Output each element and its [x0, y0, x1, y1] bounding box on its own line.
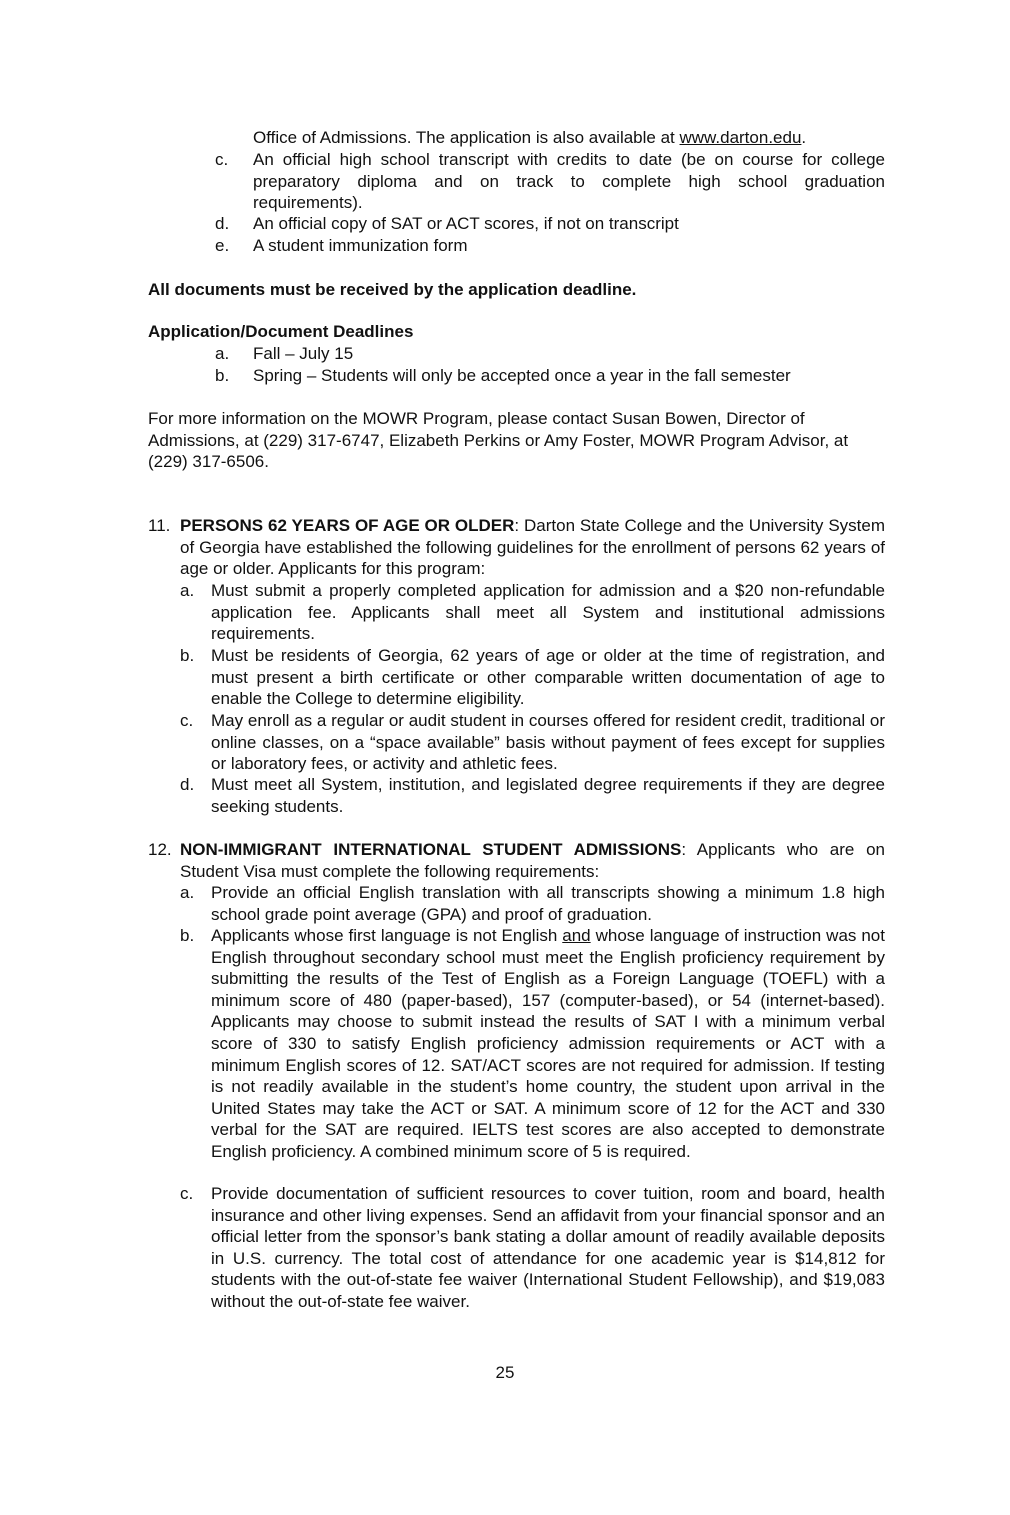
deadline-item-spring: b. Spring – Students will only be accepted once a year in the fall semester [215, 366, 791, 385]
deadlines-heading: Application/Document Deadlines [148, 322, 414, 341]
underlined-and: and [562, 926, 591, 945]
requirement-item-c: c. An official high school transcript with credits to date (be on course for college preparatory diploma and on track to complete high school graduation requirements). [215, 150, 885, 213]
section-12-intro: NON-IMMIGRANT INTERNATIONAL STUDENT ADMISSIONS: Applicants who are on Student Visa must complete the following requirements: [180, 840, 885, 881]
section-12 [148, 839, 885, 882]
section-11-item-b: b. Must be residents of Georgia, 62 years of age or older at the time of registration, and must present a birth certificate or other comparable written documentation of age to enable the College to determine eligibility. [180, 646, 885, 709]
requirement-item-e: e. A student immunization form [215, 236, 468, 255]
deadline-item-fall: a. Fall – July 15 [215, 344, 354, 363]
continued-line: Office of Admissions. The application is also available at www.darton.edu. [253, 128, 807, 147]
section-11-item-c: c. May enroll as a regular or audit student in courses offered for resident credit, traditional or online classes, on a “space available” basis without payment of fees except for supplies or laboratory fees, or activity and athletic fees. [180, 711, 885, 774]
section-12-title: NON-IMMIGRANT INTERNATIONAL STUDENT ADMISSIONS [180, 840, 682, 859]
section-11-title: PERSONS 62 YEARS OF AGE OR OLDER [180, 516, 515, 535]
section-12-item-c: c. Provide documentation of sufficient resources to cover tuition, room and board, health insurance and other living expenses. Send an affidavit from your financial sponsor and an official letter from the sponsor’s bank stating a dollar amount of readily available deposits in U.S. currency. The total cost of attendance for one academic year is $14,812 for students with the out-of-state fee waiver (International Student Fellowship), and $19,083 without the out-of-state fee waiver. [180, 1184, 885, 1311]
requirement-item-d: d. An official copy of SAT or ACT scores, if not on transcript [215, 214, 679, 233]
section-11-intro: PERSONS 62 YEARS OF AGE OR OLDER: Darton State College and the University System of Georgia have established the following guidelines for the enrollment of persons 62 years of age or older. Applicants for this program: [180, 516, 885, 579]
section-12-item-a: a. Provide an official English translation with all transcripts showing a minimum 1.8 high school grade point average (GPA) and proof of graduation. [180, 883, 885, 924]
section-11-number: 11. [148, 516, 171, 535]
section-11-item-a: a. Must submit a properly completed application for admission and a $20 non-refundable application fee. Applicants shall meet all System and institutional admissions requirements. [180, 581, 885, 644]
section-11 [148, 515, 885, 580]
page-number: 25 [495, 1363, 515, 1382]
section-12-item-b: b. Applicants whose first language is not English and whose language of instruction was not English throughout secondary school must meet the English proficiency requirement by submitting the results of the Test of English as a Foreign Language (TOEFL) with a minimum score of 480 (paper-based), 157 (computer-based), or 54 (internet-based). Applicants may choose to submit instead the results of SAT I with a minimum verbal score of 330 to satisfy English proficiency admission requirements or ACT with a minimum English scores of 12. SAT/ACT scores are not required for admission. If testing is not readily available in the student’s home country, the student upon arrival in the United States may take the ACT or SAT. A minimum score of 12 for the ACT and 330 verbal for the SAT are required. IELTS test scores are also accepted to demonstrate English proficiency. A combined minimum score of 5 is required. [180, 926, 885, 1161]
section-11-item-d: d. Must meet all System, institution, and legislated degree requirements if they are degree seeking students. [180, 775, 885, 816]
section-12-number: 12. [148, 840, 172, 859]
mowr-contact-paragraph: For more information on the MOWR Program, please contact Susan Bowen, Director of Admissions, at (229) 317-6747, Elizabeth Perkins or Amy Foster, MOWR Program Advisor, at (229) 317-6506. [148, 409, 849, 472]
darton-website-link[interactable]: www.darton.edu [679, 128, 802, 147]
all-documents-notice: All documents must be received by the application deadline. [148, 280, 637, 299]
